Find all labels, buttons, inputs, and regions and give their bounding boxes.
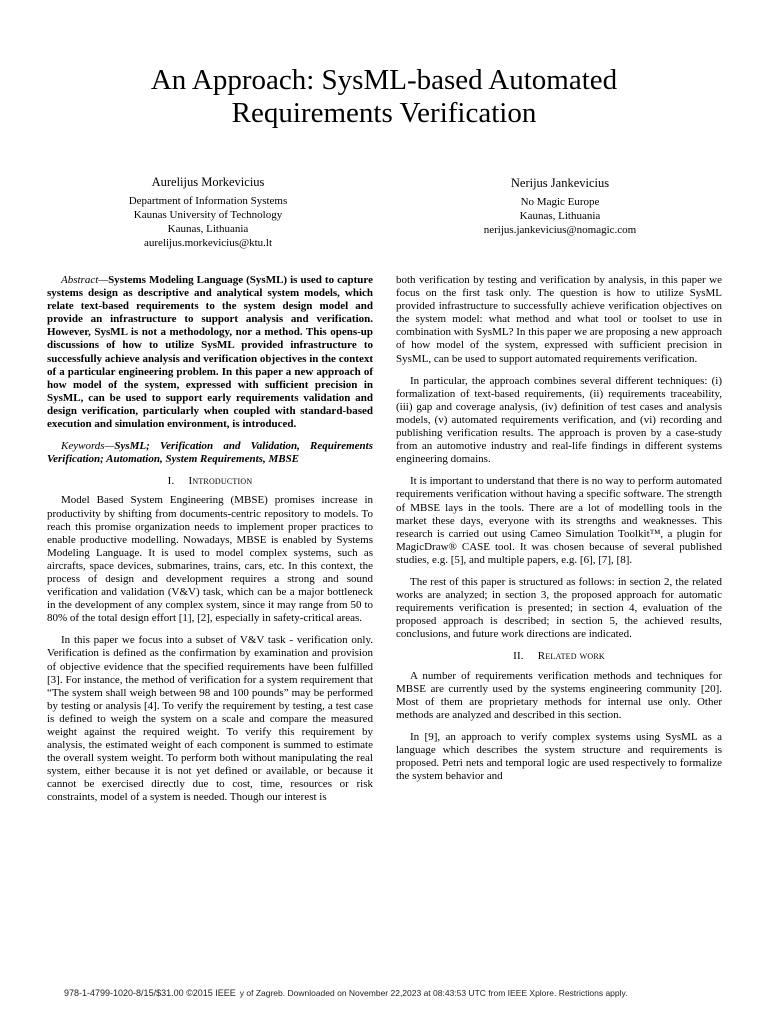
- left-column: [47, 274, 373, 814]
- body-paragraph: A number of requirements verification methods and techniques for MBSE are currently used by the systems engineering community [20]. Most of them are proprietary methods for internal use only. Other methods are analyzed and described in this section.: [396, 669, 722, 721]
- author-name: Aurelijus Morkevicius: [151, 175, 265, 189]
- right-column: [396, 274, 722, 792]
- body-paragraph: In particular, the approach combines several different techniques: (i) formalization of text-based requirements, (ii) requirements traceability, (iii) gap and coverage analysis, (iv) definition of test cases and analysis models, (v) automated requirements verification, and (vi) recording and publishing verification results. The approach is proven by a case-study from an automotive industry and real-life findings in different systems engineering domains.: [396, 374, 722, 466]
- abstract: [47, 274, 373, 431]
- author-city: Kaunas, Lithuania: [167, 223, 249, 235]
- body-paragraph: It is important to understand that there is no way to perform automated requirements verification without having a specific software. The strength of MBSE lays in the tools. There are a lot of modelling tools in the market these days, everyone with its strengths and weaknesses. This research is carried out using Cameo Simulation Toolkit™, a plugin for MagicDraw® CASE tool. It was chosen because of several published studies, e.g. [5], and multiple papers, e.g. [6], [7], [8].: [396, 475, 722, 566]
- section-number: II.: [513, 650, 524, 663]
- section-title: Related work: [537, 650, 605, 663]
- author-email: aurelijus.morkevicius@ktu.lt: [143, 237, 273, 249]
- author-block-2: [440, 175, 680, 237]
- author-name: Nerijus Jankevicius: [510, 176, 610, 190]
- section-heading-related-work: [396, 650, 722, 663]
- abstract-text: Systems Modeling Language (SysML) is used to capture systems design as descriptive and analytical system models, which relate text-based requirements to the system design model and provide an infrastructure to support analysis and verification. However, SysML is not a methodology, nor a method. This opens-up discussions of how to utilize SysML provided infrastructure to successfully achieve analysis and verification objectives in the context of a particular engineering problem. In this paper a new approach of how model of the system, expressed with sufficient precision in SysML, can be used to support early requirements validation and design verification, particularly when coupled with standard-based execution and simulation environment, is introduced.: [47, 274, 373, 431]
- author-department: Department of Information Systems: [128, 195, 288, 207]
- keywords-lead: Keywords—: [61, 440, 115, 453]
- author-city: Kaunas, Lithuania: [519, 210, 601, 222]
- author-organization: Kaunas University of Technology: [133, 209, 283, 221]
- section-number: I.: [167, 475, 175, 488]
- body-paragraph: The rest of this paper is structured as follows: in section 2, the related works are analyzed; in section 3, the proposed approach for automatic requirements verification is presented; in section 4, evaluation of the proposed approach is described; in section 5, the achieved results, conclusions, and future work directions are indicated.: [396, 575, 722, 641]
- body-paragraph: Model Based System Engineering (MBSE) promises increase in productivity by shifting from documents-centric repository to models. To reach this promise organization needs to implement proper practices to enable productive modelling. Nowadays, MBSE is enabled by Systems Modeling Language. It is used to model complex systems, such as aircrafts, space devices, submarines, trains, cars, etc. In this context, the process of design and development requires a strong and sound verification and validation (V&V) task, which can be a major bottleneck in the development of any complex system, since it may range from 50 to 80% of the total design effort [1], [2], especially in safety-critical areas.: [47, 494, 373, 625]
- paper-title: [0, 64, 768, 130]
- body-paragraph: both verification by testing and verification by analysis, in this paper we focus on the first task only. The question is how to utilize SysML provided infrastructure to successfully achieve verification objectives on the system model: what method and what tool or toolset to use in combination with SysML? In this paper we are proposing a new approach of how model of the system, expressed with sufficient precision in SysML, can be used to support automated requirements verification.: [396, 274, 722, 365]
- section-title: Introduction: [188, 475, 253, 488]
- page-footer: [64, 988, 724, 998]
- title-line-1: An Approach: SysML-based Automated: [150, 64, 618, 96]
- author-email: nerijus.jankevicius@nomagic.com: [483, 224, 637, 236]
- title-line-2: Requirements Verification: [231, 97, 537, 129]
- abstract-lead: Abstract—: [61, 274, 109, 286]
- footer-isbn: 978-1-4799-1020-8/15/$31.00 ©2015 IEEE: [64, 988, 236, 998]
- author-organization: No Magic Europe: [520, 196, 600, 208]
- section-heading-introduction: [47, 475, 373, 488]
- body-paragraph: In [9], an approach to verify complex systems using SysML as a language which describes the system structure and requirements is proposed. Petri nets and temporal logic are used respectively to formalize the system behavior and: [396, 730, 722, 783]
- keywords: [47, 440, 373, 466]
- footer-notice: y of Zagreb. Downloaded on November 22,2023 at 08:43:53 UTC from IEEE Xplore. Restrictions apply.: [239, 988, 628, 998]
- author-block-1: [88, 174, 328, 250]
- body-paragraph: In this paper we focus into a subset of V&V task - verification only. Verification is defined as the confirmation by examination and provision of objective evidence that the specified requirements have been fulfilled [3]. For instance, the method of verification for a system requirement that “The system shall weigh between 98 and 100 pounds” may be performed by testing or analysis [4]. To verify the requirement by testing, a test case is defined to weigh the system on a scale and compare the measured weight against the required weight. To verify this requirement by analysis, the estimated weight of each component is summed to estimate the overall system weight. To perform both without manipulating the real system, either because it is not yet defined or available, or because it cannot be exercised directly due to cost, time, resources or risk constraints, model of a system is needed. Though our interest is: [47, 634, 373, 804]
- keywords-text: SysML; Verification and Validation, Requirements Verification; Automation, System Requirements, MBSE: [47, 440, 373, 466]
